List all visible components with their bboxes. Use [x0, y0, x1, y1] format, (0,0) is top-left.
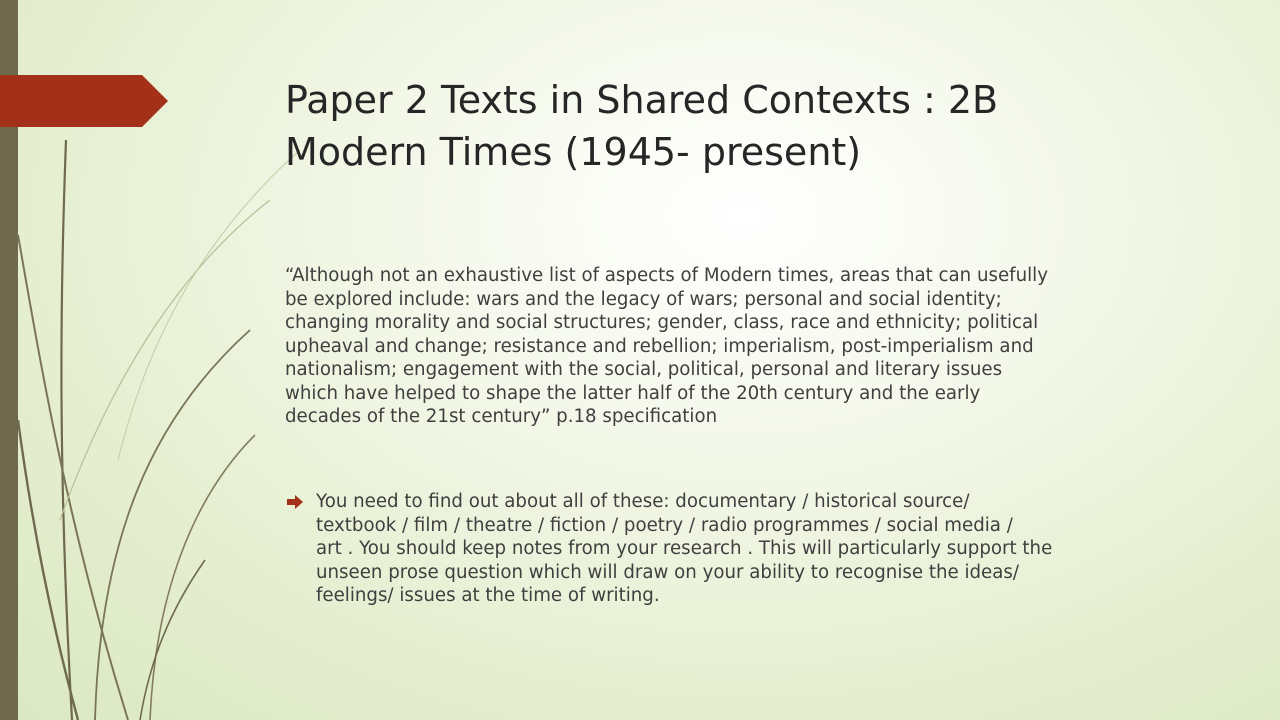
arrow-bullet-icon	[287, 495, 303, 509]
quote-line: upheaval and change; resistance and rebellion; imperialism, post-imperialism and	[285, 335, 1034, 357]
title-accent-arrow	[0, 75, 170, 129]
slide-title-line-2: Modern Times (1945- present)	[285, 130, 862, 174]
quote-line: which have helped to shape the latter half of the 20th century and the early	[285, 382, 981, 404]
quote-line: “Although not an exhaustive list of aspects of Modern times, areas that can usefully	[285, 265, 1048, 286]
quote-line: be explored include: wars and the legacy of wars; personal and social identity;	[285, 288, 1002, 310]
bullet-line: unseen prose question which will draw on your ability to recognise the ideas/	[316, 561, 1019, 583]
slide-title-line-1: Paper 2 Texts in Shared Contexts : 2B	[285, 78, 999, 122]
slide-title	[285, 74, 1245, 178]
quote-line: nationalism; engagement with the social, political, personal and literary issues	[285, 359, 1003, 380]
bullet-text	[316, 490, 1245, 608]
specification-quote	[285, 264, 1245, 429]
quote-line: changing morality and social structures; gender, class, race and ethnicity; political	[285, 312, 1039, 333]
bullet-line: feelings/ issues at the time of writing.	[316, 585, 660, 606]
quote-line: decades of the 21st century” p.18 specification	[285, 406, 718, 427]
bullet-line: You need to find out about all of these: documentary / historical source/	[316, 491, 970, 512]
bullet-line: textbook / film / theatre / fiction / poetry / radio programmes / social media /	[316, 514, 1013, 536]
bullet-line: art . You should keep notes from your research . This will particularly support the	[316, 538, 1053, 559]
bullet-point	[285, 490, 1245, 608]
